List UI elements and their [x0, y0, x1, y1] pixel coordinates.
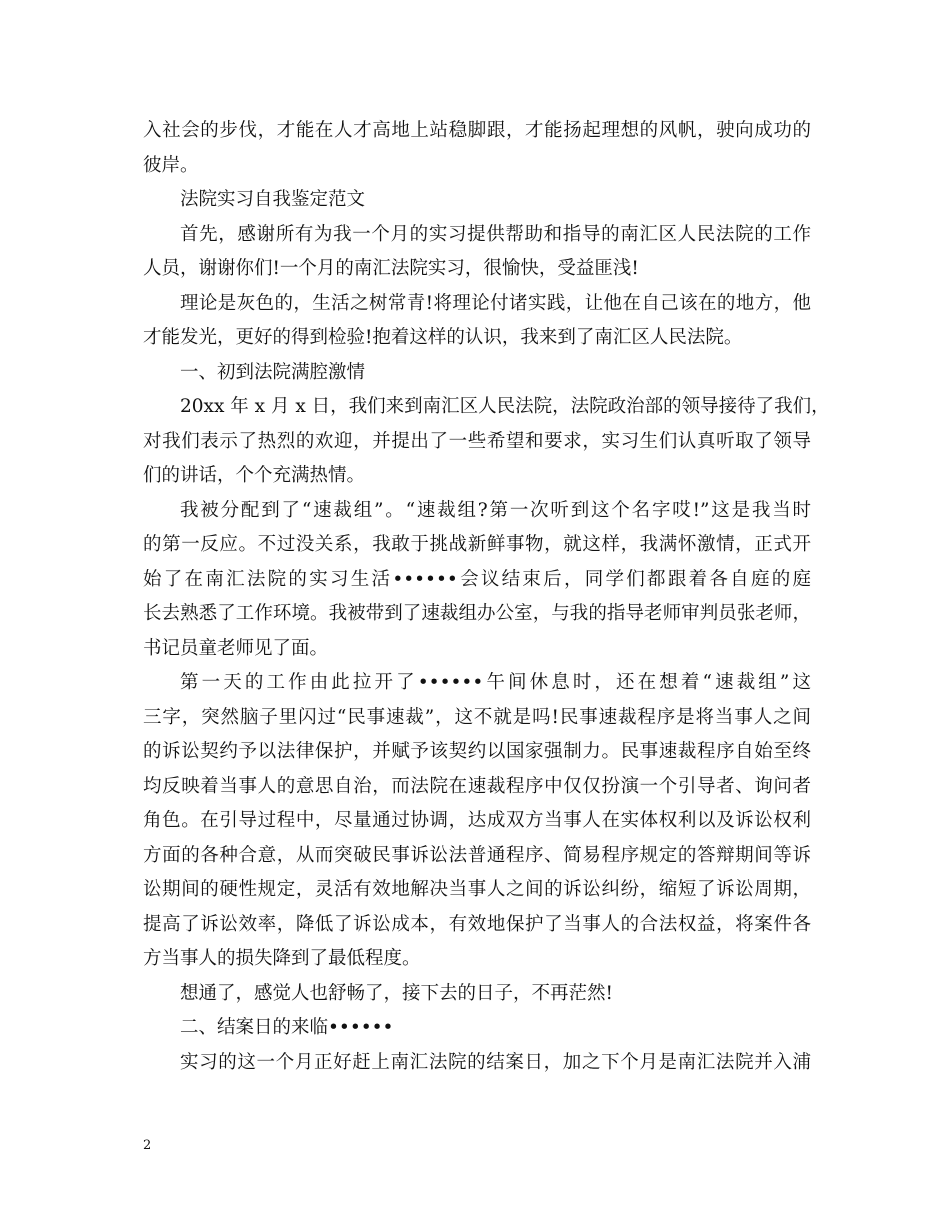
paragraph-line: 入社会的步伐，才能在人才高地上站稳脚跟，才能扬起理想的风帆，驶向成功的 — [143, 120, 811, 141]
section-heading: 一、初到法院满腔激情 — [180, 361, 366, 383]
paragraph-line: 的诉讼契约予以法律保护，并赋予该契约以国家强制力。民事速裁程序自始至终 — [143, 741, 811, 762]
page-number: 2 — [143, 1138, 152, 1153]
paragraph-line: 角色。在引导过程中，尽量通过协调，达成双方当事人在实体权利以及诉讼权利 — [143, 810, 811, 831]
paragraph-line: 理论是灰色的，生活之树常青!将理论付诸实践，让他在自己该在的地方，他 — [180, 292, 811, 314]
paragraph-line: 讼期间的硬性规定，灵活有效地解决当事人之间的诉讼纠纷，缩短了诉讼周期， — [143, 879, 811, 900]
paragraph-line: 三字，突然脑子里闪过“民事速裁”，这不就是吗!民事速裁程序是将当事人之间 — [143, 706, 811, 728]
section-heading: 二、结案日的来临•••••• — [180, 1017, 394, 1038]
paragraph-line: 首先，感谢所有为我一个月的实习提供帮助和指导的南汇区人民法院的工作 — [180, 223, 811, 245]
paragraph-line: 均反映着当事人的意思自治，而法院在速裁程序中仅仅扮演一个引导者、询问者 — [143, 775, 811, 797]
paragraph-line: 实习的这一个月正好赶上南汇法院的结案日，加之下个月是南汇法院并入浦 — [180, 1051, 811, 1073]
paragraph-line: 对我们表示了热烈的欢迎，并提出了一些希望和要求，实习生们认真听取了领导 — [143, 430, 811, 452]
paragraph-line: 始了在南汇法院的实习生活••••••会议结束后，同学们都跟着各自庭的庭 — [143, 568, 811, 590]
paragraph-line: 20xx 年 x 月 x 日，我们来到南汇区人民法院，法院政治部的领导接待了我们， — [180, 396, 830, 417]
paragraph-line: 方当事人的损失降到了最低程度。 — [143, 948, 421, 969]
paragraph-line: 提高了诉讼效率，降低了诉讼成本，有效地保护了当事人的合法权益，将案件各 — [143, 913, 811, 935]
paragraph-line: 书记员童老师见了面。 — [143, 637, 329, 659]
paragraph-line: 的第一反应。不过没关系，我敢于挑战新鲜事物，就这样，我满怀激情，正式开 — [143, 534, 811, 555]
paragraph-line: 方面的各种合意，从而突破民事诉讼法普通程序、简易程序规定的答辩期间等诉 — [143, 844, 811, 866]
paragraph-line: 第一天的工作由此拉开了••••••午间休息时，还在想着“速裁组”这 — [180, 672, 811, 693]
paragraph-line: 长去熟悉了工作环境。我被带到了速裁组办公室，与我的指导老师审判员张老师， — [143, 603, 811, 624]
paragraph-line: 彼岸。 — [143, 154, 199, 176]
paragraph-line: 才能发光，更好的得到检验!抱着这样的认识，我来到了南汇区人民法院。 — [143, 327, 743, 348]
paragraph-line: 想通了，感觉人也舒畅了，接下去的日子，不再茫然! — [180, 982, 613, 1004]
document-body — [143, 114, 830, 1080]
paragraph-line: 我被分配到了“速裁组”。“速裁组?第一次听到这个名字哎!”这是我当时 — [180, 499, 811, 521]
section-heading: 法院实习自我鉴定范文 — [180, 189, 366, 210]
paragraph-line: 人员，谢谢你们!一个月的南汇法院实习，很愉快，受益匪浅! — [143, 258, 639, 279]
paragraph-line: 们的讲话，个个充满热情。 — [143, 465, 366, 486]
